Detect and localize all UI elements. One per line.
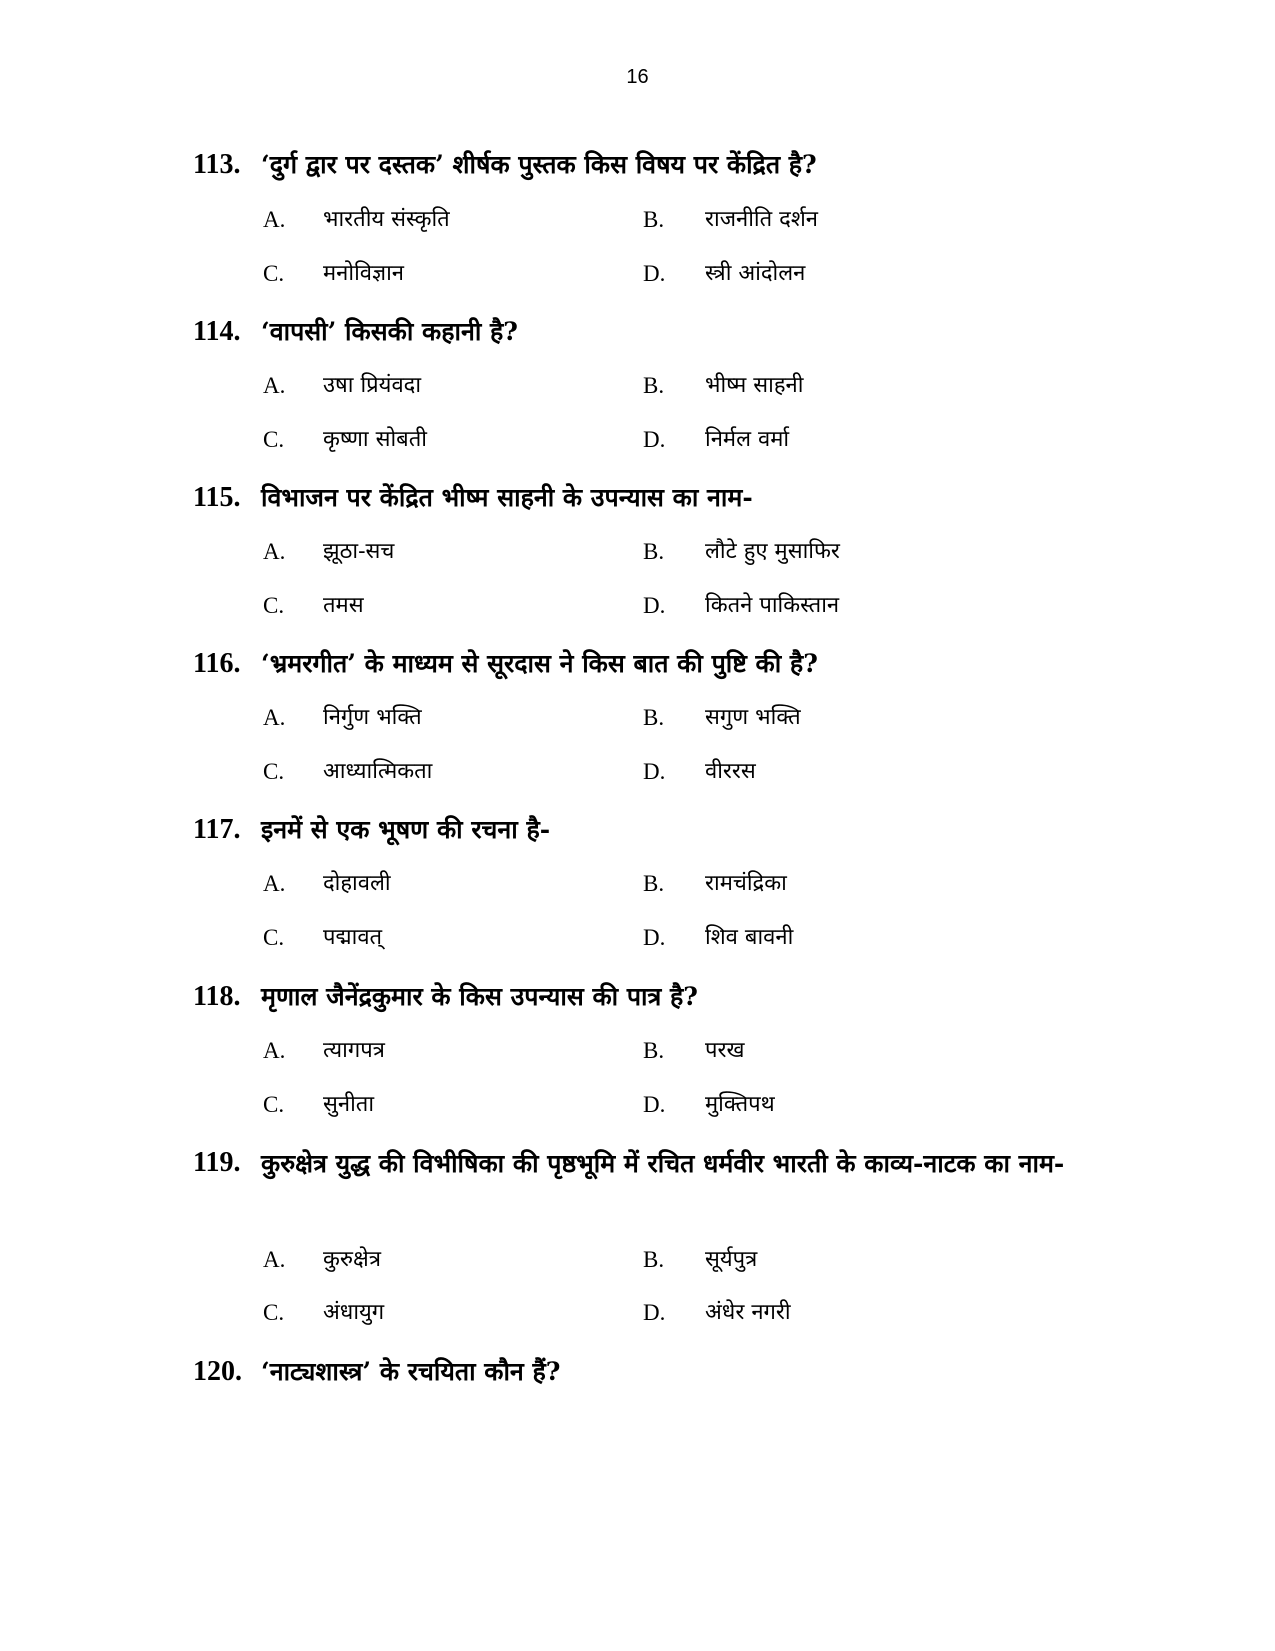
options-row <box>0 1085 1275 1125</box>
option-text: वीररस <box>705 759 756 784</box>
option-text: झूठा-सच <box>323 539 395 564</box>
question-number: 118. <box>193 981 241 1012</box>
options-row <box>0 586 1275 626</box>
options-row <box>0 918 1275 958</box>
question-text: विभाजन पर केंद्रित भीष्म साहनी के उपन्यास का नाम- <box>261 483 753 512</box>
option-text: निर्मल वर्मा <box>705 427 790 452</box>
option-letter: A. <box>263 705 286 730</box>
option-text: रामचंद्रिका <box>705 871 787 896</box>
options-row <box>0 420 1275 460</box>
option-text: कुरुक्षेत्र <box>323 1247 381 1272</box>
option-letter: B. <box>643 1038 665 1063</box>
question-number: 117. <box>193 814 241 845</box>
option-letter: A. <box>263 871 286 896</box>
options-row <box>0 254 1275 294</box>
option-letter: D. <box>643 427 666 452</box>
options-row <box>0 698 1275 738</box>
option-letter: D. <box>643 593 666 618</box>
question-number: 115. <box>193 482 241 513</box>
option-text: मनोविज्ञान <box>323 261 405 286</box>
question-number: 120. <box>193 1356 242 1387</box>
question-text: ‘नाट्यशास्त्र’ के रचयिता कौन हैं? <box>261 1357 561 1386</box>
option-text: उषा प्रियंवदा <box>323 373 422 398</box>
option-letter: A. <box>263 1038 286 1063</box>
option-text: सुनीता <box>323 1092 375 1117</box>
option-text: पद्मावत् <box>323 925 383 950</box>
option-letter: A. <box>263 539 286 564</box>
options-row <box>0 1240 1275 1280</box>
question-text: कुरुक्षेत्र युद्ध की विभीषिका की पृष्ठभूमि में रचित धर्मवीर भारती के काव्य-नाटक का नाम- <box>261 1149 1065 1178</box>
option-letter: C. <box>263 1300 285 1325</box>
option-text: लौटे हुए मुसाफिर <box>705 539 840 564</box>
option-letter: A. <box>263 1247 286 1272</box>
option-letter: D. <box>643 1300 666 1325</box>
option-letter: B. <box>643 705 665 730</box>
question-number: 116. <box>193 648 241 679</box>
options-row <box>0 1031 1275 1071</box>
option-text: राजनीति दर्शन <box>705 207 819 232</box>
options-row <box>0 752 1275 792</box>
option-letter: B. <box>643 207 665 232</box>
option-text: सगुण भक्ति <box>705 705 801 730</box>
question-text: इनमें से एक भूषण की रचना है- <box>261 815 551 844</box>
option-letter: B. <box>643 1247 665 1272</box>
option-text: त्यागपत्र <box>323 1038 385 1063</box>
options-row <box>0 1293 1275 1333</box>
option-letter: B. <box>643 373 665 398</box>
options-row <box>0 200 1275 240</box>
option-letter: A. <box>263 207 286 232</box>
question-text: ‘भ्रमरगीत’ के माध्यम से सूरदास ने किस बात की पुष्टि की है? <box>261 649 818 678</box>
options-row <box>0 366 1275 406</box>
option-letter: C. <box>263 593 285 618</box>
option-letter: C. <box>263 925 285 950</box>
option-letter: C. <box>263 261 285 286</box>
option-letter: B. <box>643 539 665 564</box>
option-text: अंधायुग <box>323 1300 385 1325</box>
option-letter: C. <box>263 759 285 784</box>
option-letter: D. <box>643 759 666 784</box>
option-text: मुक्तिपथ <box>705 1092 775 1117</box>
question-text: ‘दुर्ग द्वार पर दस्तक’ शीर्षक पुस्तक किस विषय पर केंद्रित है? <box>261 150 817 179</box>
question-number: 114. <box>193 316 241 347</box>
option-letter: C. <box>263 1092 285 1117</box>
option-text: शिव बावनी <box>705 925 794 950</box>
option-letter: D. <box>643 925 666 950</box>
options-row <box>0 532 1275 572</box>
options-row <box>0 864 1275 904</box>
option-text: निर्गुण भक्ति <box>323 705 422 730</box>
option-text: तमस <box>323 593 364 618</box>
option-text: परख <box>705 1038 745 1063</box>
question-text: ‘वापसी’ किसकी कहानी है? <box>261 317 518 346</box>
option-text: अंधेर नगरी <box>705 1300 791 1325</box>
option-letter: C. <box>263 427 285 452</box>
question-text: मृणाल जैनेंद्रकुमार के किस उपन्यास की पात्र है? <box>261 982 698 1011</box>
option-text: भारतीय संस्कृति <box>323 207 450 232</box>
option-text: दोहावली <box>323 871 391 896</box>
option-text: स्त्री आंदोलन <box>705 261 806 286</box>
option-letter: D. <box>643 1092 666 1117</box>
option-text: कृष्णा सोबती <box>323 427 427 452</box>
option-letter: B. <box>643 871 665 896</box>
option-letter: D. <box>643 261 666 286</box>
question-number: 113. <box>193 149 241 180</box>
question-119 <box>193 1141 1073 1233</box>
question-number: 119. <box>193 1147 241 1178</box>
option-text: भीष्म साहनी <box>705 373 804 398</box>
option-text: कितने पाकिस्तान <box>705 593 840 618</box>
option-text: आध्यात्मिकता <box>323 759 433 784</box>
page-number: 16 <box>626 66 649 88</box>
option-text: सूर्यपुत्र <box>705 1247 758 1272</box>
option-letter: A. <box>263 373 286 398</box>
